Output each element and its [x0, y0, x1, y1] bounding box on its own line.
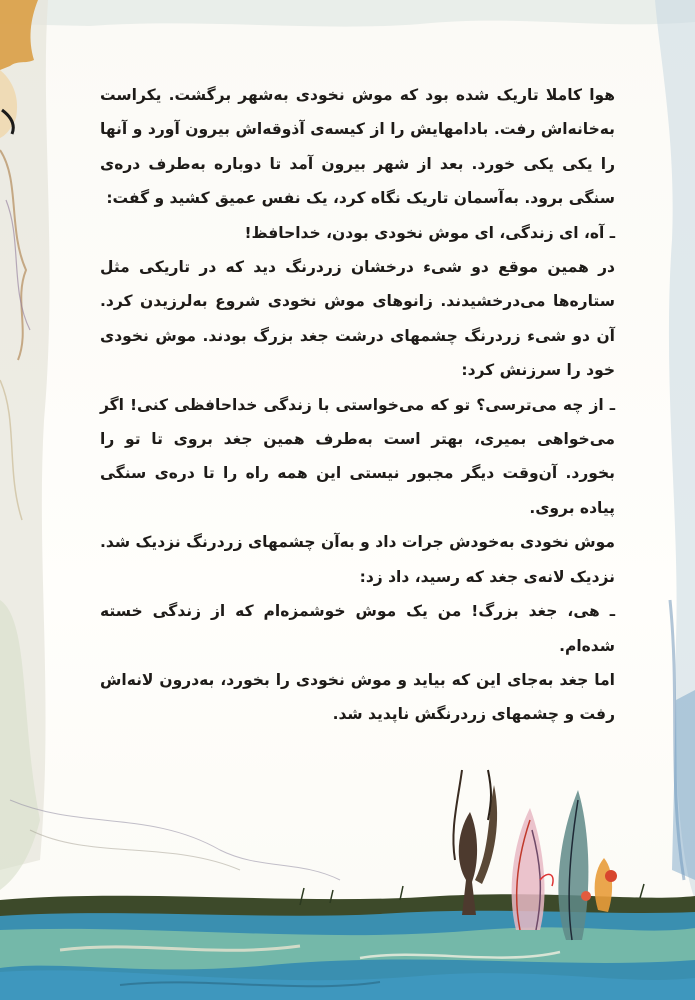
dialogue-line: ـ هی، جغد بزرگ! من یک موش خوشمزه‌ام که از زندگی خسته شده‌ام.: [100, 602, 615, 655]
top-wash: [0, 0, 695, 27]
paragraph: در همین موقع دو شیء درخشان زردرنگ دید که در تاریکی مثل ستاره‌ها می‌درخشیدند. زانوهای موش نخودی شروع به‌لرزیدن کرد. آن دو شیء زردرنگ چشمهای درشت جغد بزرگ بودند. موش نخودی خود را سرزنش کرد:: [100, 258, 615, 380]
paragraph: موش نخودی به‌خودش جرات داد و به‌آن چشمهای زردرنگ نزدیک شد. نزدیک لانه‌ی جغد که رسید، داد زد:: [100, 533, 615, 586]
dialogue-line: ـ از چه می‌ترسی؟ تو که می‌خواستی با زندگی خداحافظی کنی! اگر می‌خواهی بمیری، بهتر است به‌طرف همین جغد بروی تا تو را بخورد. آن‌وقت دیگر مجبور نیستی این همه راه را تا دره‌ی سنگی پیاده بروی.: [100, 395, 615, 517]
story-text: [100, 78, 615, 732]
paragraph: اما جغد به‌جای این که بیاید و موش نخودی را بخورد، به‌درون لانه‌اش رفت و چشمهای زردرنگش ناپدید شد.: [100, 670, 615, 724]
paragraph: هوا کاملا تاریک شده بود که موش نخودی به‌شهر برگشت. یکراست به‌خانه‌اش رفت. بادامهایش را از کیسه‌ی آذوقه‌اش بیرون آورد و آنها را یکی یکی خورد. بعد از شهر بیرون آمد تا دوباره به‌طرف دره‌ی سنگی برود. به‌آسمان تاریک نگاه کرد، یک نفس عمیق کشید و گفت:: [100, 86, 615, 208]
dialogue-line: ـ آه، ای زندگی، ای موش نخودی بودن، خداحافظ!: [244, 223, 615, 242]
